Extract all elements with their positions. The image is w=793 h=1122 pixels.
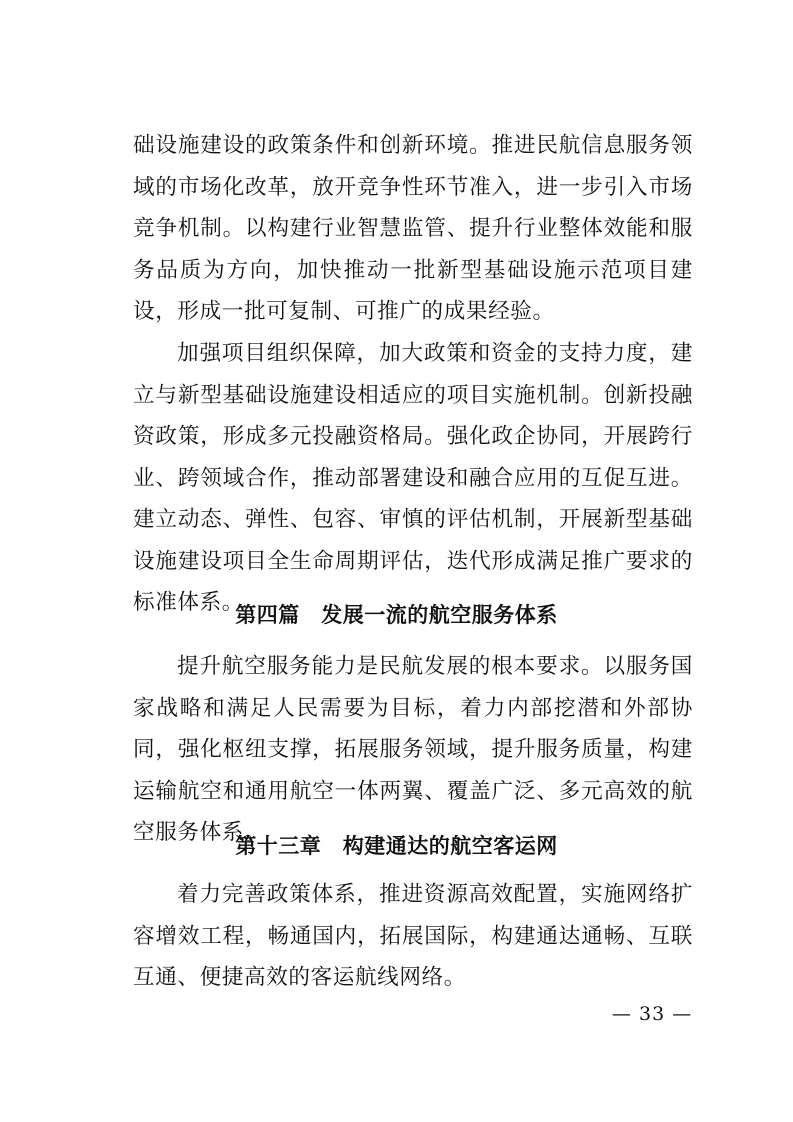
paragraph-project-support: 加强项目组织保障，加大政策和资金的支持力度，建立与新型基础设施建设相适应的项目实施机制。创新投融资政策，形成多元投融资格局。强化政企协同，开展跨行业、跨领域合作，推动部署建设和融合应用的互促互进。建立动态、弹性、包容、审慎的评估机制，开展新型基础设施建设项目全生命周期评估，迭代形成满足推广要求的标准体系。: [133, 341, 693, 615]
paragraph-chapter-intro: 着力完善政策体系，推进资源高效配置，实施网络扩容增效工程，畅通国内，拓展国际，构建通达通畅、互联互通、便捷高效的客运航线网络。: [133, 882, 693, 990]
part-heading: 第四篇 发展一流的航空服务体系: [235, 603, 558, 627]
paragraph-continuation: 础设施建设的政策条件和创新环境。推进民航信息服务领域的市场化改革，放开竞争性环节准入，进一步引入市场竞争机制。以构建行业智慧监管、提升行业整体效能和服务品质为方向，加快推动一批新型基础设施示范项目建设，形成一批可复制、可推广的成果经验。: [133, 133, 693, 324]
page-number: — 33 —: [612, 1003, 693, 1025]
paragraph-part-intro: 提升航空服务能力是民航发展的根本要求。以服务国家战略和满足人民需要为目标，着力内部挖潜和外部协同，强化枢纽支撑，拓展服务领域，提升服务质量，构建运输航空和通用航空一体两翼、覆盖广泛、多元高效的航空服务体系。: [133, 654, 693, 845]
chapter-heading: 第十三章 构建通达的航空客运网: [235, 834, 558, 858]
